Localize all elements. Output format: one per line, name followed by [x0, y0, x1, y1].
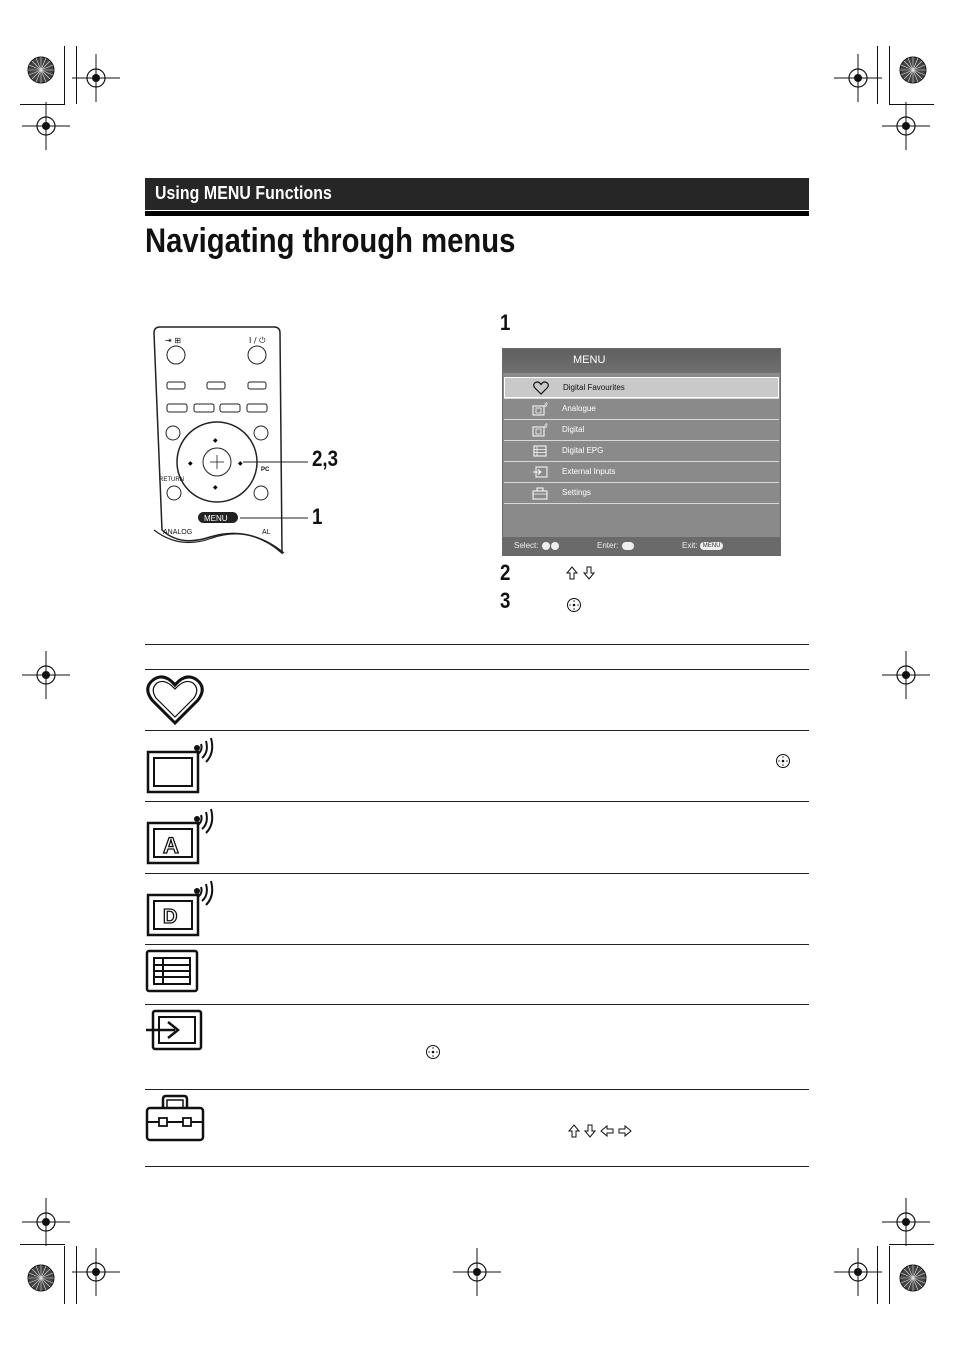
- menu-key-icon: MENU: [700, 542, 724, 550]
- menu-item-label: Digital Favourites: [563, 383, 625, 392]
- table-rule: [145, 669, 809, 670]
- enter-button-icon: [566, 597, 582, 613]
- input-icon: [532, 465, 548, 479]
- digital-letter: D: [163, 906, 178, 928]
- menu-item-digital-favourites[interactable]: [504, 377, 779, 398]
- up-key-icon: [542, 542, 550, 550]
- epg-list-icon: [145, 949, 201, 995]
- menu-item-digital[interactable]: [504, 420, 779, 441]
- table-rule-bottom: [145, 1166, 809, 1167]
- enter-button-icon: [775, 753, 791, 769]
- step-3-number: 3: [500, 588, 511, 613]
- menu-title-bar: [503, 349, 780, 373]
- menu-screen: [502, 348, 781, 556]
- menu-item-digital-epg[interactable]: [504, 441, 779, 462]
- menu-item-label: Settings: [562, 488, 591, 497]
- table-rule: [145, 730, 809, 731]
- remote-pc-label: PC: [261, 467, 270, 473]
- menu-item-label: External Inputs: [562, 467, 616, 476]
- power-button: [248, 346, 266, 364]
- analogue-tv-icon: [532, 402, 548, 416]
- footer-enter: Enter:: [597, 541, 634, 550]
- toolbox-icon: [145, 1094, 207, 1144]
- remote-return-label: RETURN: [159, 477, 184, 483]
- svg-text:◆: ◆: [188, 460, 193, 467]
- enter-key-icon: [622, 542, 634, 550]
- remote-analog-label: ANALOG: [163, 529, 193, 536]
- enter-button-icon: [425, 1044, 441, 1060]
- down-key-icon: [551, 542, 559, 550]
- remote-power-label: I / ⏻: [249, 336, 266, 345]
- table-rule-top: [145, 644, 809, 645]
- four-way-arrow-icons: [567, 1124, 633, 1138]
- tv-broadcast-icon: [145, 736, 217, 796]
- menu-item-label: Digital: [562, 425, 585, 434]
- section-label: Using MENU Functions: [155, 183, 332, 203]
- menu-title: MENU: [573, 354, 606, 366]
- callout-navigate: 2,3: [312, 446, 339, 471]
- svg-text:◆: ◆: [213, 484, 218, 491]
- up-down-arrow-icons: [565, 566, 597, 580]
- page-title: Navigating through menus: [145, 222, 516, 260]
- section-header-band: [145, 178, 809, 210]
- return-button: [167, 486, 181, 500]
- table-rule: [145, 1004, 809, 1005]
- menu-item-label: Digital EPG: [562, 446, 604, 455]
- table-rule: [145, 1089, 809, 1090]
- remote-input-label: ⇥ ⊞: [165, 336, 181, 345]
- input-icon: [145, 1009, 205, 1053]
- epg-list-icon: [532, 444, 548, 458]
- menu-item-label: Analogue: [562, 404, 596, 413]
- table-rule: [145, 944, 809, 945]
- heart-icon: [533, 381, 549, 395]
- callout-menu: 1: [312, 504, 323, 529]
- toolbox-icon: [532, 486, 548, 500]
- input-button: [167, 346, 185, 364]
- step-2-number: 2: [500, 560, 511, 585]
- heart-icon: [145, 673, 205, 727]
- svg-text:◆: ◆: [213, 437, 218, 444]
- menu-item-external-inputs[interactable]: [504, 462, 779, 483]
- svg-text:◆: ◆: [238, 460, 243, 467]
- digital-tv-icon: [532, 423, 548, 437]
- menu-footer: [503, 537, 780, 555]
- analogue-letter: A: [163, 833, 179, 858]
- footer-exit: Exit: MENU: [682, 541, 723, 550]
- menu-item-settings[interactable]: [504, 483, 779, 504]
- table-rule: [145, 873, 809, 874]
- remote-menu-label: MENU: [204, 514, 228, 523]
- table-rule: [145, 801, 809, 802]
- section-header-rule: [145, 211, 809, 216]
- remote-digital-label: AL: [262, 529, 271, 536]
- menu-item-analogue[interactable]: [504, 399, 779, 420]
- step-1-number: 1: [500, 310, 511, 335]
- footer-select: Select:: [514, 541, 559, 550]
- analogue-tv-icon: [145, 807, 217, 867]
- pc-button: [254, 486, 268, 500]
- digital-tv-icon: [145, 879, 217, 939]
